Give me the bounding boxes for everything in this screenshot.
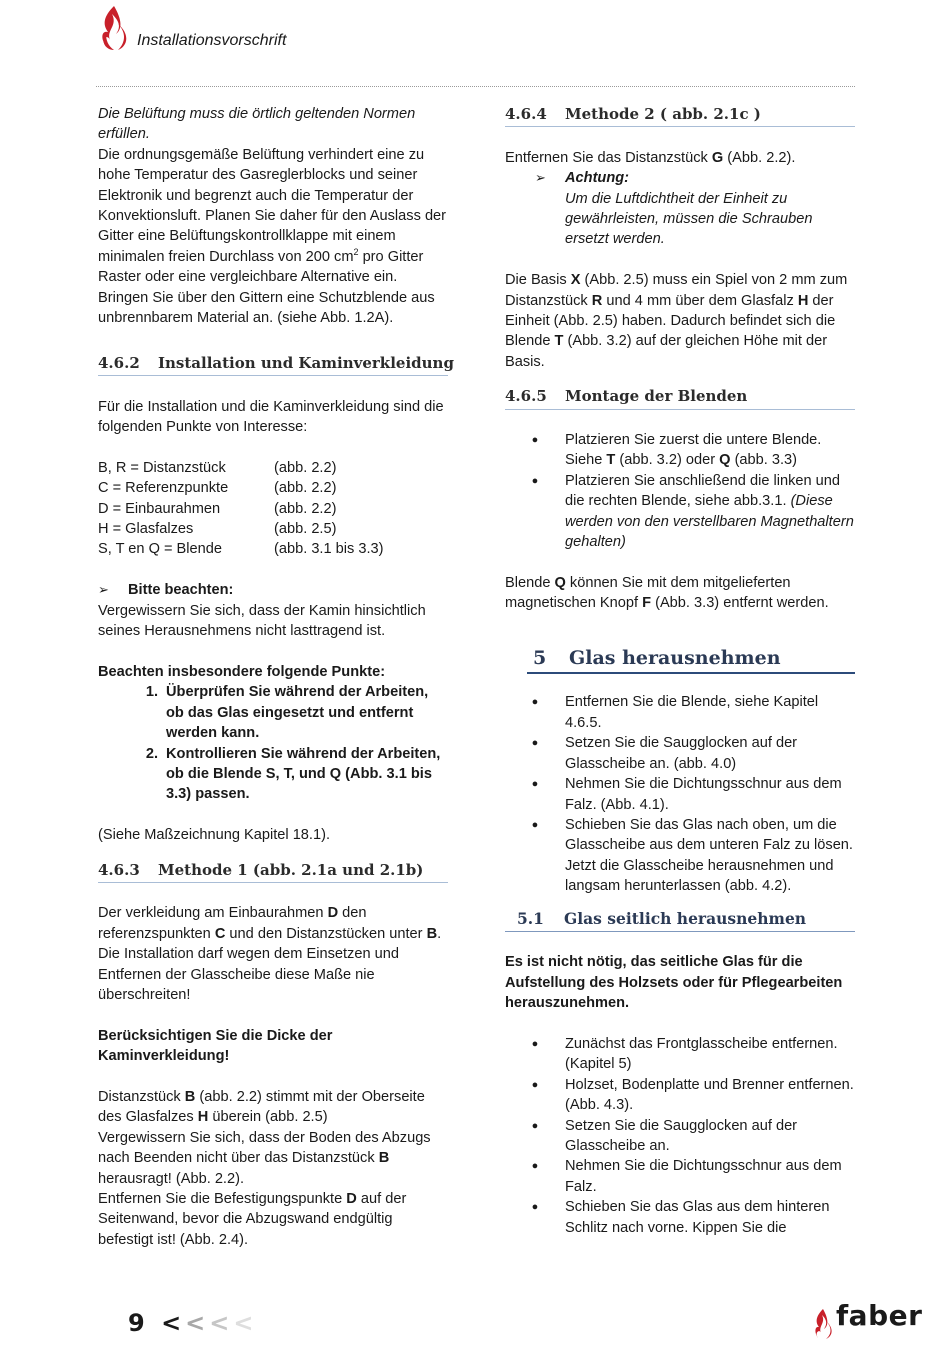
definition-row: S, T en Q = Blende (abb. 3.1 bis 3.3) (98, 541, 384, 558)
previous-page-chevron[interactable]: < (185, 1309, 210, 1337)
basis-paragraph: Die Basis X (Abb. 2.5) muss ein Spiel von 2 mm zum Distanzstück R und 4 mm über dem Glasfalz H der Einheit (Abb. 2.5) haben. Dadurch befindet sich die Blende T (Abb. 3.2) auf der gleichen Höhe mit der Basis. (505, 272, 848, 370)
heading-4-6-5: 4.6.5 Montage der Blenden (505, 386, 855, 409)
faber-logo (812, 1299, 923, 1342)
previous-page-chevron[interactable]: < (161, 1309, 186, 1337)
heading-5: 5 Glas herausnehmen (527, 648, 855, 674)
list-item: ● Zunächst das Frontglasscheibe entfernen. (Kapitel 5) (505, 1034, 855, 1075)
definition-row: H = Glasfalzes (abb. 2.5) (98, 521, 337, 538)
bullet-icon: ● (531, 1160, 539, 1173)
left-column (98, 104, 454, 1250)
warning-callout: ➢ Achtung: (505, 168, 855, 188)
header-divider (96, 86, 855, 87)
bullet-icon: ● (531, 1119, 539, 1132)
list-item: 1. Überprüfen Sie während der Arbeiten, ob das Glas eingesetzt und entfernt werden kann. (145, 684, 429, 742)
heading-4-6-3: 4.6.3 Methode 1 (abb. 2.1a und 2.1b) (98, 860, 448, 883)
list-item: 2. Kontrollieren Sie während der Arbeiten, ob die Blende S, T, und Q (Abb. 3.1 bis 3.3) passen. (145, 745, 441, 803)
previous-page-chevron[interactable]: < (209, 1309, 234, 1337)
list-item: ● Schieben Sie das Glas aus dem hinteren Schlitz nach vorne. Kippen Sie die (505, 1197, 855, 1238)
side-glass-note: Es ist nicht nötig, das seitliche Glas für die Aufstellung des Holzsets oder für Pflegearbeiten herauszunehmen. (505, 954, 843, 1012)
bullet-icon: ● (531, 778, 539, 791)
definition-list (98, 458, 448, 560)
installation-intro: Für die Installation und die Kaminverkleidung sind die folgenden Punkte von Interesse: (98, 398, 444, 436)
warning-text: Um die Luftdichtheit der Einheit zu gewährleisten, müssen die Schrauben ersetzt werden. (565, 190, 813, 248)
heading-5-1: 5.1 Glas seitlich herausnehmen (505, 909, 855, 932)
heading-4-6-4: 4.6.4 Methode 2 ( abb. 2.1c ) (505, 104, 855, 127)
drawing-reference: (Siehe Maßzeichnung Kapitel 18.1). (98, 827, 331, 844)
right-column (505, 104, 855, 1238)
points-heading: Beachten insbesondere folgende Punkte: (98, 663, 386, 680)
bullet-icon: ● (531, 474, 539, 487)
method1-spacer: Distanzstück B (abb. 2.2) stimmt mit der Oberseite des Glasfalzes H überein (abb. 2.5) (98, 1088, 425, 1126)
ventilation-note: Die Belüftung muss die örtlich geltenden Normen erfüllen. (98, 106, 416, 143)
previous-page-chevron[interactable]: < (233, 1309, 258, 1337)
list-item: ● Nehmen Sie die Dichtungsschnur aus dem Falz. (Abb. 4.1). (505, 774, 855, 815)
list-item: ● Nehmen Sie die Dichtungsschnur aus dem Falz. (505, 1156, 855, 1197)
bullet-icon: ● (531, 818, 539, 831)
faber-flame-icon (812, 1308, 834, 1340)
page-navigation (128, 1309, 258, 1337)
list-item: ● Entfernen Sie die Blende, siehe Kapitel 4.6.5. (505, 692, 855, 733)
page-number: 9 (128, 1309, 149, 1337)
bullet-icon: ● (531, 1037, 539, 1050)
heading-4-6-2: 4.6.2 Installation und Kaminverkleidung (98, 353, 448, 376)
list-item: ● Setzen Sie die Saugglocken auf der Glasscheibe an. (505, 1116, 855, 1157)
definition-row: C = Referenzpunkte (abb. 2.2) (98, 480, 337, 497)
method1-paragraph: Der verkleidung am Einbaurahmen D den referenzspunkten C und den Distanzstücken unter B. (98, 905, 442, 942)
list-item: ● Holzset, Bodenplatte und Brenner entfernen. (Abb. 4.3). (505, 1075, 855, 1116)
flame-logo-icon (96, 4, 132, 52)
definition-row: B, R = Distanzstück (abb. 2.2) (98, 459, 337, 476)
arrow-bullet-icon: ➢ (98, 582, 109, 598)
bullet-icon: ● (531, 1078, 539, 1091)
bullet-icon: ● (531, 1201, 539, 1214)
list-item: ● Platzieren Sie zuerst die untere Blende. Siehe T (abb. 3.2) oder Q (abb. 3.3) (505, 430, 855, 471)
definition-row: D = Einbaurahmen (abb. 2.2) (98, 500, 337, 517)
method1-warning: Berücksichtigen Sie die Dicke der Kaminverkleidung! (98, 1027, 333, 1065)
list-item: ● Schieben Sie das Glas nach oben, um die Glasscheibe aus dem unteren Falz zu lösen. Jetzt die Glasscheibe herausnehmen und langsam herunterlassen (abb. 4.2). (505, 815, 855, 897)
bullet-icon: ● (531, 696, 539, 709)
note-callout: ➢ Bitte beachten: (98, 580, 448, 600)
ventilation-paragraph: Die ordnungsgemäße Belüftung verhindert eine zu hohe Temperatur des Gasreglerblocks und seiner Elektronik und begrenzt auch die Temperatur der Konvektionsluft. Planen Sie daher für den Auslass der Gitter eine Belüftungskontrollklappe mit einem minimalen freien Durchlass von 200 $cm^2$ pro Gitter Raster oder eine vergleichbare Alternative ein. Bringen Sie über den Gittern eine Schutzblende aus unbrennbarem Material an. (siehe Abb. 1.2A). (98, 146, 447, 327)
note-text: Vergewissern Sie sich, dass der Kamin hinsichtlich seines Herausnehmens nicht lasttragend ist. (98, 602, 426, 640)
blende-paragraph: Blende Q können Sie mit dem mitgelieferten magnetischen Knopf F (Abb. 3.3) entfernt werden. (505, 574, 829, 612)
list-item: ● Platzieren Sie anschließend die linken und die rechten Blende, siehe abb.3.1. (Diese werden von den verstellbaren Magnethaltern gehalten) (505, 471, 855, 553)
arrow-bullet-icon: ➢ (535, 170, 546, 186)
bullet-icon: ● (531, 434, 539, 447)
method1-limits: Die Installation darf wegen dem Einsetzen und Entfernen der Glasscheibe diese Maße nie überschreiten! (98, 946, 399, 1003)
method1-flue: Vergewissern Sie sich, dass der Boden des Abzugs nach Beenden nicht über das Distanzstück B herausragt! (Abb. 2.2). (98, 1129, 431, 1187)
brand-name: faber (836, 1299, 923, 1332)
list-item: ● Setzen Sie die Saugglocken auf der Glasscheibe an. (abb. 4.0) (505, 733, 855, 774)
method2-paragraph: Entfernen Sie das Distanzstück G (Abb. 2.2). (505, 149, 796, 166)
document-title: Installationsvorschrift (137, 32, 287, 49)
bullet-icon: ● (531, 737, 539, 750)
method1-fixings: Entfernen Sie die Befestigungspunkte D auf der Seitenwand, bevor die Abzugswand endgültig befestigt ist! (Abb. 2.4). (98, 1190, 407, 1248)
